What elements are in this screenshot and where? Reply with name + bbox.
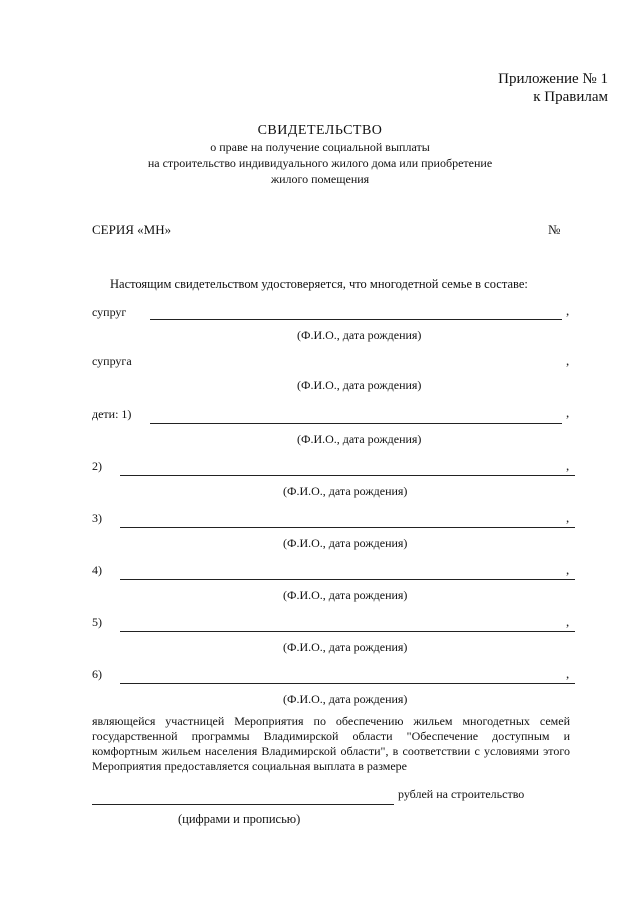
- member-label-child-1: дети: 1): [92, 407, 132, 421]
- comma: ,: [566, 510, 570, 525]
- amount-suffix: рублей на строительство: [398, 787, 525, 801]
- field-hint: (Ф.И.О., дата рождения): [283, 640, 408, 654]
- document-subtitle-line-1: о праве на получение социальной выплаты: [210, 140, 430, 154]
- comma: ,: [566, 614, 570, 629]
- appendix-line-2: к Правилам: [533, 89, 608, 105]
- comma: ,: [566, 303, 570, 318]
- member-label-child-3: 3): [92, 511, 102, 525]
- comma: ,: [566, 353, 570, 368]
- member-label-child-4: 4): [92, 563, 102, 577]
- amount-hint: (цифрами и прописью): [178, 812, 301, 826]
- field-hint: (Ф.И.О., дата рождения): [297, 328, 422, 342]
- amount-field[interactable]: [92, 804, 394, 805]
- child-1-field[interactable]: [150, 423, 562, 424]
- member-label-husband: супруг: [92, 305, 127, 319]
- member-label-child-2: 2): [92, 459, 102, 473]
- field-hint: (Ф.И.О., дата рождения): [297, 432, 422, 446]
- child-5-field[interactable]: [120, 631, 575, 632]
- child-3-field[interactable]: [120, 527, 575, 528]
- document-subtitle-line-3: жилого помещения: [270, 172, 370, 186]
- field-hint: (Ф.И.О., дата рождения): [283, 588, 408, 602]
- field-hint: (Ф.И.О., дата рождения): [283, 484, 408, 498]
- member-label-child-6: 6): [92, 667, 102, 681]
- appendix-line-1: Приложение № 1: [498, 71, 608, 87]
- wife-field[interactable]: [150, 370, 562, 371]
- field-hint: (Ф.И.О., дата рождения): [283, 692, 408, 706]
- comma: ,: [566, 458, 570, 473]
- comma: ,: [566, 562, 570, 577]
- field-hint: (Ф.И.О., дата рождения): [283, 536, 408, 550]
- appendix-label: [498, 70, 608, 106]
- body-paragraph: являющейся участницей Мероприятия по обеспечению жильем многодетных семей государственной программы Владимирской области "Обеспечение доступным и комфортным жильем населения Владимирской области", в соответствии с условиями этого Мероприятия предоставляется социальная выплата в размере: [92, 714, 570, 773]
- document-subtitle-line-2: на строительство индивидуального жилого дома или приобретение: [147, 156, 493, 170]
- number-sign: №: [548, 222, 561, 237]
- document-title: СВИДЕТЕЛЬСТВО: [257, 123, 383, 138]
- field-hint: (Ф.И.О., дата рождения): [297, 378, 422, 392]
- member-label-child-5: 5): [92, 615, 102, 629]
- member-label-wife: супруга: [92, 354, 132, 368]
- husband-field[interactable]: [150, 319, 562, 320]
- child-6-field[interactable]: [120, 683, 575, 684]
- comma: ,: [566, 666, 570, 681]
- comma: ,: [566, 405, 570, 420]
- child-4-field[interactable]: [120, 579, 575, 580]
- child-2-field[interactable]: [120, 475, 575, 476]
- document-title-block: [0, 122, 640, 187]
- series-label: СЕРИЯ «МН»: [92, 222, 172, 237]
- intro-text: Настоящим свидетельством удостоверяется, что многодетной семье в составе:: [110, 277, 528, 291]
